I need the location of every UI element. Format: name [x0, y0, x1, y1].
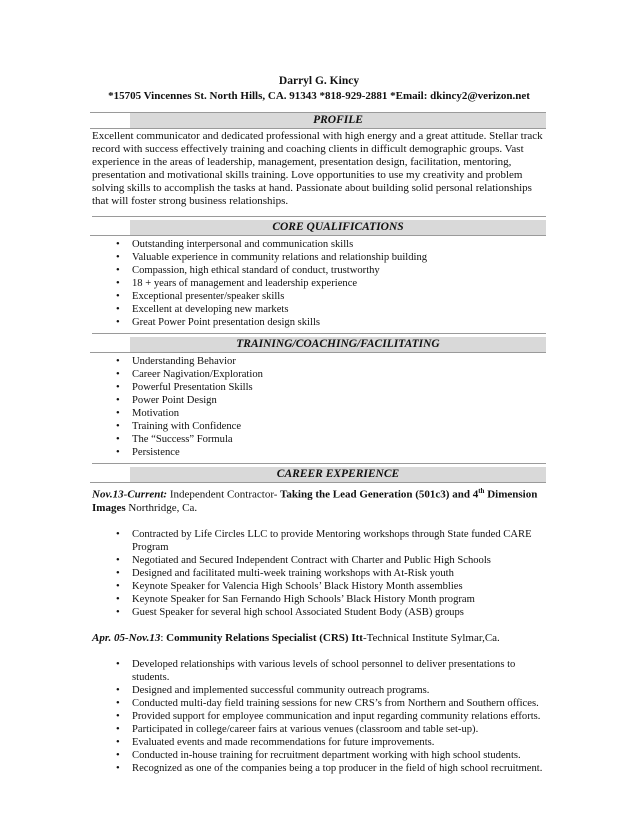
section-rule [90, 235, 546, 236]
job-location: Northridge, Ca. [125, 501, 198, 514]
list-item: • Keynote Speaker for San Fernando High Schools’ Black History Month program [116, 593, 475, 605]
job1-list [92, 528, 546, 619]
list-item: • Contracted by Life Circles LLC to provide Mentoring workshops through State funded CARE Program [116, 528, 532, 553]
section-separator [92, 333, 546, 334]
core-heading: CORE QUALIFICATIONS [130, 220, 546, 235]
core-list [92, 238, 546, 329]
list-item: • 18 + years of management and leadership experience [116, 278, 358, 289]
list-item: • Participated in college/career fairs at various venues (classroom and table set-up). [116, 723, 479, 735]
job-date: Apr. 05-Nov.13 [92, 631, 161, 644]
list-item: • Valuable experience in community relations and relationship building [116, 252, 428, 263]
resume-page [92, 0, 546, 775]
list-item: • Power Point Design [116, 395, 217, 406]
job-title: Community Relations Specialist (CRS) Itt [166, 631, 363, 644]
list-item: • Understanding Behavior [116, 356, 236, 367]
section-separator [92, 216, 546, 217]
list-item: • Career Nagivation/Exploration [116, 369, 263, 380]
list-item: • Conducted in-house training for recruitment department working with high school students. [116, 749, 521, 761]
list-item: • Designed and implemented successful community outreach programs. [116, 684, 430, 696]
profile-text: Excellent communicator and dedicated professional with high energy and a great attitude. Stellar track record with success effectively training and coaching clients in difficult demographic groups. Vast experience in the areas of leadership, management, presentation design, facilitation, mentoring, presentation and motivational skills training. Love opportunities to use my creativity and problem solving skills to accomplish the tasks at hand. Passionate about building solid personal relationships that will foster strong business relationships. [92, 130, 543, 207]
list-item: • Developed relationships with various levels of school personnel to deliver presentations to students. [116, 658, 516, 683]
section-rule [90, 482, 546, 483]
list-item: • Negotiated and Secured Independent Contract with Charter and Public High Schools [116, 554, 491, 566]
career-section [92, 467, 546, 775]
job-title-cont: Dimension Images [92, 488, 538, 514]
career-heading: CAREER EXPERIENCE [130, 467, 546, 482]
list-item: • Designed and facilitated multi-week training workshops with At-Risk youth [116, 567, 454, 579]
section-rule [90, 128, 546, 129]
job2-list [92, 658, 546, 775]
training-list [92, 355, 546, 459]
list-item: • Conducted multi-day field training sessions for new CRS’s from Northern and Southern offices. [116, 697, 539, 709]
training-section [92, 337, 546, 464]
profile-section [92, 112, 546, 217]
list-item: • Evaluated events and made recommendations for future improvements. [116, 736, 435, 748]
profile-heading: PROFILE [130, 113, 546, 128]
job-date: Nov.13-Current: [92, 488, 168, 501]
core-section [92, 220, 546, 334]
job-org: -Technical Institute Sylmar,Ca. [362, 631, 500, 644]
list-item: • Outstanding interpersonal and communication skills [116, 239, 354, 250]
job-org: Independent Contractor- [167, 488, 278, 501]
list-item: • The “Success” Formula [116, 434, 233, 445]
contact-line: *15705 Vincennes St. North Hills, CA. 91343 *818-929-2881 *Email: dkincy2@verizon.net [108, 90, 530, 102]
job-title-sup: th [478, 487, 485, 495]
list-item: • Recognized as one of the companies being a top producer in the field of high school recruitment. [116, 762, 543, 774]
training-heading: TRAINING/COACHING/FACILITATING [130, 337, 546, 352]
list-item: • Guest Speaker for several high school Associated Student Body (ASB) groups [116, 606, 464, 618]
list-item: • Great Power Point presentation design skills [116, 317, 321, 328]
job-entry-2 [92, 632, 546, 645]
list-item: • Motivation [116, 408, 180, 419]
job-entry-1 [92, 485, 546, 515]
job-colon: : [160, 631, 167, 644]
section-separator [92, 463, 546, 464]
list-item: • Keynote Speaker for Valencia High Schools’ Black History Month assemblies [116, 580, 463, 592]
list-item: • Persistence [116, 447, 180, 458]
list-item: • Provided support for employee communication and input regarding community relations efforts. [116, 710, 541, 722]
list-item: • Excellent at developing new markets [116, 304, 289, 315]
job-title: Taking the Lead Generation (501c3) and 4 [277, 488, 479, 501]
list-item: • Training with Confidence [116, 421, 242, 432]
list-item: • Powerful Presentation Skills [116, 382, 253, 393]
resume-name: Darryl G. Kincy [278, 75, 360, 87]
list-item: • Compassion, high ethical standard of conduct, trustworthy [116, 265, 380, 276]
section-rule [90, 352, 546, 353]
list-item: • Exceptional presenter/speaker skills [116, 291, 285, 302]
